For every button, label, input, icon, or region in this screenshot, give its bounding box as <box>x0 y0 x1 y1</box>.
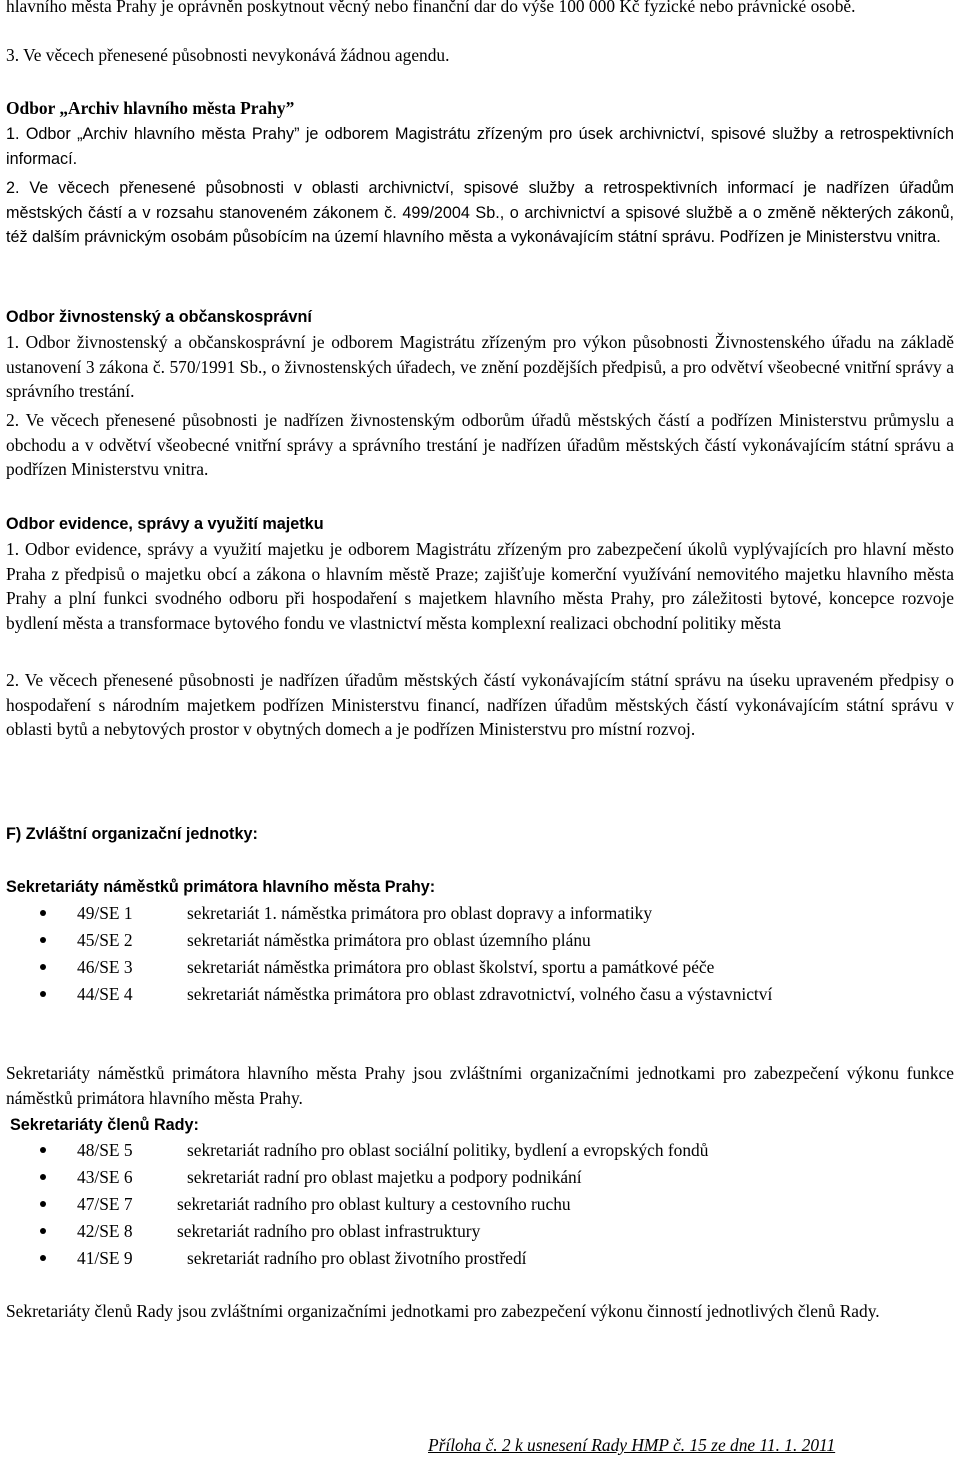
zivno-paragraph-1: 1. Odbor živnostenský a občanskosprávní je odborem Magistrátu zřízeným pro výkon působnosti Živnostenského úřadu na základě ustanovení 3 zákona č. 570/1991 Sb., o živnostenských úřadech, ve znění pozdějších předpisů, a pro odvětví všeobecné vnitřní správy a správního trestání. <box>6 332 954 402</box>
archiv-paragraph-2: 2. Ve věcech přenesené působnosti v oblasti archivnictví, spisové služby a retrospektivních informací je nadřízen úřadům městských částí a v rozsahu stanoveném zákonem č. 499/2004 Sb., o archivnictví a spisové službě a o změně některých zákonů, též dalším právnickým osobám působícím na území hlavního města a vykonávajícím státní správu. Podřízen je Ministerstvu vnitra. <box>6 179 954 247</box>
item-description: sekretariát náměstka primátora pro oblast školství, sportu a památkové péče <box>187 957 715 977</box>
sekr-clenu-note: Sekretariáty členů Rady jsou zvláštními organizačními jednotkami pro zabezpečení výkonu činností jednotlivých členů Rady. <box>6 1301 880 1321</box>
sekr-namestku-heading: Sekretariáty náměstků primátora hlavního města Prahy: <box>6 878 436 896</box>
bullet-icon <box>40 1228 46 1234</box>
list-item <box>0 927 954 954</box>
item-description: sekretariát náměstka primátora pro oblast územního plánu <box>187 930 591 950</box>
list-item <box>0 981 954 1007</box>
evidence-heading: Odbor evidence, správy a využití majetku <box>6 515 324 533</box>
list-item <box>0 1137 954 1164</box>
bullet-icon <box>40 1147 46 1153</box>
page-footer: Příloha č. 2 k usnesení Rady HMP č. 15 ze dne 11. 1. 2011 <box>428 1435 836 1455</box>
list-item <box>0 1245 954 1272</box>
sekr-namestku-list <box>0 900 954 1007</box>
item-code: 48/SE 5 <box>77 1140 133 1160</box>
list-item <box>0 1218 954 1245</box>
bullet-icon <box>40 1201 46 1207</box>
item-code: 47/SE 7 <box>77 1194 133 1214</box>
list-item <box>0 1164 954 1191</box>
bullet-icon <box>40 991 46 997</box>
item-code: 43/SE 6 <box>77 1167 133 1187</box>
sekr-namestku-note: Sekretariáty náměstků primátora hlavního města Prahy jsou zvláštními organizačními jednotkami pro zabezpečení výkonu funkce náměstků primátora hlavního města Prahy. <box>6 1063 954 1108</box>
bullet-icon <box>40 937 46 943</box>
item-code: 45/SE 2 <box>77 930 133 950</box>
archiv-heading: Odbor „Archiv hlavního města Prahy” <box>6 98 295 118</box>
bullet-icon <box>40 964 46 970</box>
item-description: sekretariát radního pro oblast kultury a cestovního ruchu <box>177 1194 571 1214</box>
evidence-paragraph-1: 1. Odbor evidence, správy a využití majetku je odborem Magistrátu zřízeným pro zabezpečení úkolů vyplývajících pro hlavní město Praha z předpisů o majetku obcí a zákona o hlavním městě Praze; zajišťuje komerční využívání nemovitého majetku hlavního města Prahy a plní funkci svodného odboru při hospodaření s majetkem hlavního města Prahy, pro záležitosti bytové, koncepce rozvoje bydlení města a transformace bytového fondu ve vlastnictví města komplexní realizaci obchodní politiky města <box>6 539 954 633</box>
zivno-paragraph-2: 2. Ve věcech přenesené působnosti je nadřízen živnostenským odborům úřadů městských částí a podřízen Ministerstvu průmyslu a obchodu a v odvětví všeobecné vnitřní správy a správního trestání je nadřízen úřadům městských částí vykonávajícím státní správu a podřízen Ministerstvu vnitra. <box>6 410 954 480</box>
item-description: sekretariát radního pro oblast infrastruktury <box>177 1221 481 1241</box>
intro-paragraph: hlavního města Prahy je oprávněn poskytnout věcný nebo finanční dar do výše 100 000 Kč fyzické nebo právnické osobě. <box>6 0 856 16</box>
zivno-heading: Odbor živnostenský a občanskosprávní <box>6 308 312 326</box>
list-item <box>0 1191 954 1218</box>
item-code: 41/SE 9 <box>77 1248 133 1268</box>
sekr-clenu-heading: Sekretariáty členů Rady: <box>10 1116 199 1134</box>
sekr-clenu-list <box>0 1137 954 1272</box>
item-description: sekretariát radního pro oblast životního prostředí <box>187 1248 527 1268</box>
item-code: 49/SE 1 <box>77 903 133 923</box>
item-description: sekretariát náměstka primátora pro oblast zdravotnictví, volného času a výstavnictví <box>187 984 773 1004</box>
list-item <box>0 900 954 927</box>
list-item <box>0 954 954 981</box>
archiv-paragraph-1: 1. Odbor „Archiv hlavního města Prahy” je odborem Magistrátu zřízeným pro úsek archivnictví, spisové služby a retrospektivních informací. <box>6 125 954 168</box>
bullet-icon <box>40 910 46 916</box>
item-code: 46/SE 3 <box>77 957 133 977</box>
bullet-icon <box>40 1174 46 1180</box>
section-f-heading: F) Zvláštní organizační jednotky: <box>6 825 258 843</box>
item-code: 44/SE 4 <box>77 984 133 1004</box>
item-description: sekretariát 1. náměstka primátora pro oblast dopravy a informatiky <box>187 903 653 923</box>
evidence-paragraph-2: 2. Ve věcech přenesené působnosti je nadřízen úřadům městských částí vykonávajícím státní správu na úseku upraveném předpisy o hospodaření s národním majetkem podřízen Ministerstvu financí, nadřízen úřadům městských částí vykonávajícím státní správu v oblasti bytů a nebytových prostor v obytných domech a je podřízen Ministerstvu pro místní rozvoj. <box>6 670 954 740</box>
item-code: 42/SE 8 <box>77 1221 133 1241</box>
bullet-icon <box>40 1255 46 1261</box>
intro-item-3: 3. Ve věcech přenesené působnosti nevykonává žádnou agendu. <box>6 45 450 65</box>
item-description: sekretariát radní pro oblast majetku a podpory podnikání <box>187 1167 582 1187</box>
item-description: sekretariát radního pro oblast sociální politiky, bydlení a evropských fondů <box>187 1140 709 1160</box>
